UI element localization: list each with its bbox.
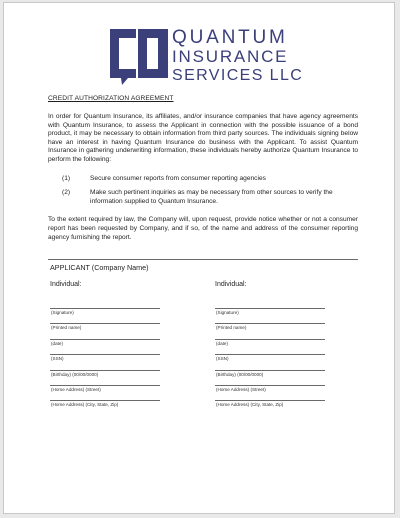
- applicant-signature-line[interactable]: [48, 259, 358, 260]
- applicant-label: APPLICANT (Company Name): [50, 263, 149, 272]
- logo-mark-icon: [108, 27, 170, 87]
- field-label: (Printed name): [51, 325, 82, 331]
- signature-field[interactable]: [50, 308, 160, 323]
- field-label: (Home Address) (City, State, Zip): [216, 402, 284, 408]
- intro-paragraph: In order for Quantum Insurance, its affiliates, and/or insurance companies that have agency agreements with Quantum Insurance, to assess the Applicant in connection with the possible issuance of a bond product, it may be necessary to obtain information from third party sources. The individuals signing below have an interest in having Quantum Insurance do business with the Applicant. To assist Quantum Insurance in gathering underwriting information, these individuals hereby authorize Quantum Insurance to perform the following:: [48, 113, 358, 163]
- list-item-number: (2): [62, 189, 71, 197]
- field-label: (Birthday) (00/00/0000): [216, 371, 264, 377]
- list-item: [48, 189, 358, 206]
- signature-field[interactable]: [215, 308, 325, 323]
- field-label: (SSN): [216, 356, 229, 362]
- city-state-zip-field[interactable]: [50, 400, 160, 415]
- list-item-text: Secure consumer reports from consumer reporting agencies: [90, 174, 266, 182]
- list-item-text: Make such pertinent inquiries as may be necessary from other sources to verify the information supplied to Quantum Insurance.: [90, 189, 333, 205]
- printed-name-field[interactable]: [50, 323, 160, 338]
- date-field[interactable]: [215, 339, 325, 354]
- notice-paragraph: To the extent required by law, the Company will, upon request, provide notice whether or not a consumer report has been requested by Company, and if so, of the name and address of the consumer reporting agency furnishing the report.: [48, 216, 358, 241]
- list-item-number: (1): [62, 174, 71, 182]
- field-label: (Home Address) (Street): [216, 386, 266, 392]
- printed-name-field[interactable]: [215, 323, 325, 338]
- individual-title: Individual:: [50, 281, 82, 288]
- street-field[interactable]: [50, 385, 160, 400]
- field-label: (date): [51, 340, 64, 346]
- individual-column-left: [50, 281, 160, 416]
- field-label: (Home Address) (City, State, Zip): [51, 402, 119, 408]
- date-field[interactable]: [50, 339, 160, 354]
- individual-title: Individual:: [215, 281, 247, 288]
- street-field[interactable]: [215, 385, 325, 400]
- field-label: (Signature): [216, 310, 239, 315]
- field-label: (Signature): [51, 310, 74, 315]
- field-label: (Birthday) (00/00/0000): [51, 371, 99, 377]
- field-label: (Home Address) (Street): [51, 386, 101, 392]
- ssn-field[interactable]: [215, 354, 325, 369]
- list-item: [48, 175, 358, 184]
- birthday-field[interactable]: [215, 370, 325, 385]
- field-label: (SSN): [51, 356, 64, 362]
- document-page: [3, 2, 395, 514]
- ssn-field[interactable]: [50, 354, 160, 369]
- company-logo: [108, 27, 304, 89]
- logo-line-3: SERVICES LLC: [172, 67, 304, 84]
- city-state-zip-field[interactable]: [215, 400, 325, 415]
- logo-text: [172, 28, 302, 85]
- field-label: (Printed name): [216, 325, 247, 331]
- agreement-heading: CREDIT AUTHORIZATION AGREEMENT: [48, 95, 174, 102]
- logo-line-1: QUANTUM: [172, 27, 288, 48]
- birthday-field[interactable]: [50, 370, 160, 385]
- logo-line-2: INSURANCE: [172, 47, 289, 66]
- field-label: (date): [216, 340, 229, 346]
- individual-column-right: [215, 281, 325, 416]
- agreement-body: [48, 95, 358, 242]
- authorization-list: [48, 175, 358, 207]
